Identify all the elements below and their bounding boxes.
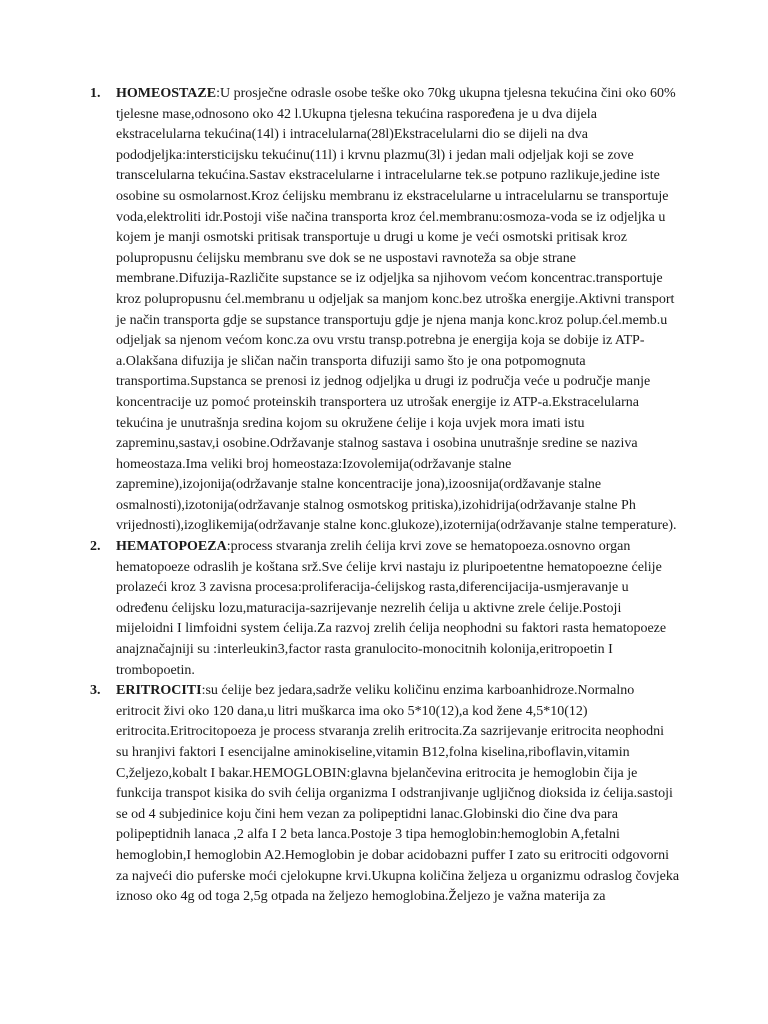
item-heading: HOMEOSTAZE <box>116 86 217 101</box>
item-body-text: :U prosječne odrasle osobe teške oko 70kg ukupna tjelesna tekućina čini oko 60% tjelesne mase,odnosono oko 42 l.Ukupna tjelesna tekućina raspoređena je u dva dijela ekstracelularna tekućina(14l) i intracelularna(28l)Ekstracelularni dio se dijeli na dva pododjeljka:intersticijsku tekućinu(11l) i krvnu plazmu(3l) i jedan mali odjeljak koji se zove transcelularna tekućina.Sastav ekstracelularne i intracelularne tek.se potpuno razlikuje,jedine iste osobine su osmolarnost.Kroz ćelijsku membranu iz ekstracelularne u intracelularnu se transportuje voda,elektroliti idr.Postoji više načina transporta kroz ćel.membranu:osmoza-voda se iz odjeljka u kojem je manji osmotski pritisak transportuje u drugi u kome je veći osmotski pritisak kroz polupropusnu ćelijsku membranu sve dok se ne uspostavi ravnoteža sa obje strane membrane.Difuzija-Različite supstance se iz odjeljka sa njihovom većom koncentrac.transportuje kroz polupropusnu ćel.membranu u odjeljak sa manjom konc.bez utroška energije.Aktivni transport je način transporta gdje se supstance transportuju gdje je njena manja konc.kroz polup.ćel.memb.u odjeljak sa njenom većom konc.za ovu vrstu transp.potrebna je energija koja se dobije iz ATP-a.Olakšana difuzija je sličan način transporta difuziji samo što je ona potpomognuta transportima.Supstanca se prenosi iz jednog odjeljka u drugi iz područja veće u područje manje koncentracije uz pomoć proteinskih transportera uz utrošak energije iz ATP-a.Ekstracelularna tekućina je unutrašnja sredina kojom su okružene ćelije i koja uvjek mora imati istu zapreminu,sastav,i osobine.Održavanje stalnog sastava i osobina unutrašnje sredine se naziva homeostaza.Ima veliki broj homeostaza:Izovolemija(održavanje stalne zapremine),izojonija(održavanje stalne koncentracije jona),izoosnija(ordžavanje stalne osmalnosti),izotonija(održavanje stalnog osmotskog pritiska),izohidrija(održavanje stalne Ph vrijednosti),izoglikemija(održavanje stalne konc.glukoze),izoternija(održavanje stalne temperature). <box>116 86 677 534</box>
item-heading: ERITROCITI <box>116 683 202 699</box>
item-body-text: :process stvaranja zrelih ćelija krvi zove se hematopoeza.osnovno organ hematopoeze odraslih je koštana srž.Sve ćelije krvi nastaju iz pluripoetentne hematopoezne ćelije prolazeći kroz 3 zavisna procesa:proliferacija-ćelijskog rasta,diferencijacija-usmjeravanje u određenu ćelijsku lozu,maturacija-sazrijevanje nezrelih ćelija u aktivne zrele ćelije.Postoji mijeloidni I limfoidni system ćelija.Za razvoj zrelih ćelija neophodni su faktori rasta hematopoeze anajznačajniji su :interleukin3,factor rasta granulocito-monocitnih kolonija,eritropoetin I trombopoetin. <box>116 539 667 678</box>
list-item-hematopoeza <box>90 537 680 681</box>
item-body-text: :su ćelije bez jedara,sadrže veliku količinu enzima karboanhidroze.Normalno eritrocit živi oko 120 dana,u litri muškarca ima oko 5*10(12),a kod žene 4,5*10(12) eritrocita.Eritrocitopoeza je process stvaranja zrelih eritrocita.Za sazrijevanje eritrocita neophodni su hranjivi faktori I esencijalne aminokiseline,vitamin B12,folna kiselina,riboflavin,vitamin C,željezo,kobalt I bakar.HEMOGLOBIN:glavna bjelančevina eritrocita je hemoglobin čija je funkcija transpot kisika do svih ćelija organizma I odstranjivanje ugljičnog dioksida iz ćelija.sastoji se od 4 subjedinice koju čini hem vezan za polipeptidni lanac.Globinski dio čine dva para polipeptidnih lanaca ,2 alfa I 2 beta lanca.Postoje 3 tipa hemoglobin:hemoglobin A,fetalni hemoglobin,I hemoglobin A2.Hemoglobin je dobar acidobazni puffer I zato su eritrociti odgovorni za najveći dio puferske moći cjelokupne krvi.Ukupna količina željeza u organizmu odraslog čovjeka iznoso oko 4g od toga 2,5g otpada na željezo hemoglobina.Željezo je važna materija za <box>116 683 680 905</box>
list-item-eritrociti <box>90 681 680 908</box>
item-number: 1. <box>90 86 101 101</box>
numbered-list <box>90 84 680 908</box>
item-number: 3. <box>90 683 101 699</box>
list-item-homeostaze <box>90 84 680 537</box>
item-heading: HEMATOPOEZA <box>116 539 227 555</box>
item-number: 2. <box>90 539 101 555</box>
